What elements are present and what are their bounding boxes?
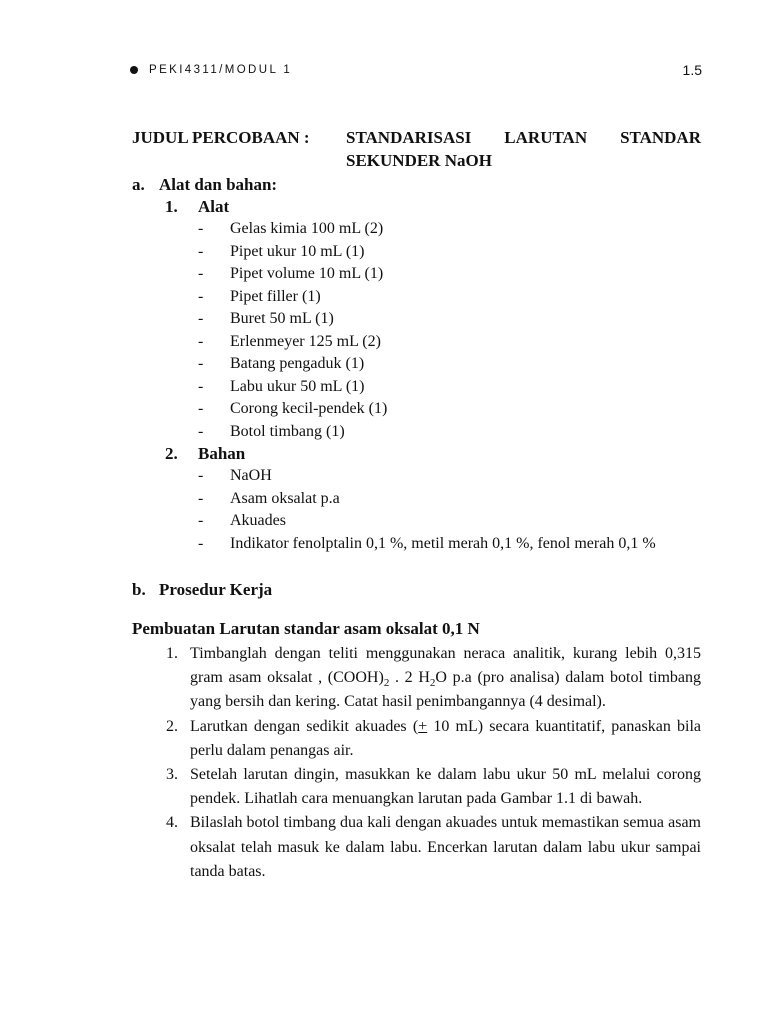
section-a-heading (132, 173, 701, 196)
list-item (132, 398, 701, 421)
step-text-part: O p.a (pro analisa) dalam botol timbang yang bersih dan kering. Catat hasil penimbangannya (4 desimal). (190, 669, 702, 711)
section-b-heading (132, 578, 701, 601)
dash-marker: - (198, 287, 204, 305)
running-head: PEKI4311/MODUL 1 (149, 64, 293, 76)
step-number-text: 1. (166, 645, 178, 662)
list-item (132, 533, 701, 556)
title-word: STANDARISASI (346, 128, 472, 147)
dash-marker: - (198, 534, 204, 552)
running-head-group (130, 64, 292, 76)
dash-marker: - (198, 332, 204, 350)
subscript: 2 (429, 677, 436, 690)
step-number-text: 4. (166, 814, 178, 832)
list-item (132, 465, 701, 488)
list-item-text: Pipet filler (1) (230, 287, 321, 305)
subscript: 2 (383, 677, 390, 690)
step-number (132, 715, 190, 763)
experiment-title (132, 126, 701, 172)
step-text-part: Larutkan dengan sedikit akuades ( (190, 717, 419, 735)
step-text-part: . 2 H (389, 669, 430, 687)
list-item (132, 331, 701, 354)
section-title: Prosedur Kerja (159, 580, 273, 599)
list-item (132, 488, 701, 511)
step-text (190, 642, 701, 715)
list-item (132, 286, 701, 309)
dash-marker: - (198, 242, 204, 260)
list-item-text: Buret 50 mL (1) (230, 310, 334, 327)
title-label: JUDUL PERCOBAAN : (132, 128, 310, 147)
plus-minus-symbol: + (418, 717, 428, 735)
dash-marker: - (198, 355, 204, 372)
alat-heading (132, 196, 701, 218)
subsection-title: Bahan (198, 444, 246, 463)
title-line-2: SEKUNDER NaOH (346, 151, 492, 170)
list-item-text: Asam oksalat p.a (230, 489, 340, 507)
list-item-text: Corong kecil-pendek (1) (230, 400, 388, 417)
step-number (132, 811, 190, 884)
procedure-step (132, 811, 701, 884)
dash-marker: - (198, 377, 204, 395)
procedure-heading: Pembuatan Larutan standar asam oksalat 0,1 N (132, 619, 480, 638)
bullet-icon (130, 66, 138, 74)
procedure-steps (132, 642, 701, 884)
dash-marker: - (198, 422, 204, 440)
dash-marker: - (198, 400, 204, 417)
title-word: LARUTAN (504, 128, 588, 147)
list-item (132, 218, 701, 241)
bahan-heading (132, 443, 701, 465)
title-line-1 (346, 126, 701, 149)
list-item-text: NaOH (230, 467, 272, 484)
list-item (132, 241, 701, 264)
section-title: Alat dan bahan: (159, 175, 278, 194)
list-item (132, 421, 701, 444)
page-number: 1.5 (682, 62, 702, 78)
title-text (346, 126, 701, 172)
page-header (130, 62, 702, 78)
list-item-text: Labu ukur 50 mL (1) (230, 377, 365, 395)
step-number-text: 2. (166, 717, 178, 735)
list-item-text: Indikator fenolptalin 0,1 %, metil merah 0,1 %, fenol merah 0,1 % (230, 534, 656, 552)
section-letter: a. (132, 175, 145, 194)
list-item-text: Batang pengaduk (1) (230, 355, 365, 372)
step-text (190, 715, 701, 763)
step-text-part: 10 mL) secara kuantitatif, panaskan bila perlu dalam penangas air. (190, 717, 701, 759)
subsection-number: 1. (165, 197, 178, 216)
subsection-title: Alat (198, 197, 230, 216)
procedure-step (132, 763, 701, 811)
list-item (132, 353, 701, 376)
list-item-text: Pipet ukur 10 mL (1) (230, 242, 365, 260)
list-item-text: Gelas kimia 100 mL (2) (230, 220, 384, 237)
step-text-part: Timbanglah dengan teliti menggunakan neraca analitik, kurang lebih 0,315 gram asam oksalat , (COOH) (190, 645, 701, 687)
list-item-text: Erlenmeyer 125 mL (2) (230, 332, 381, 350)
section-letter: b. (132, 580, 146, 599)
dash-marker: - (198, 265, 204, 282)
page-content (132, 126, 701, 884)
dash-marker: - (198, 512, 204, 529)
list-item-text: Pipet volume 10 mL (1) (230, 265, 384, 282)
list-item (132, 308, 701, 331)
alat-list (132, 218, 701, 443)
dash-marker: - (198, 489, 204, 507)
dash-marker: - (198, 310, 204, 327)
step-number (132, 763, 190, 811)
subsection-number: 2. (165, 444, 178, 463)
dash-marker: - (198, 220, 204, 237)
bahan-list (132, 465, 701, 555)
step-number-text: 3. (166, 766, 178, 784)
procedure-step (132, 642, 701, 715)
list-item (132, 263, 701, 286)
step-text: Setelah larutan dingin, masukkan ke dalam labu ukur 50 mL melalui corong pendek. Lihatlah cara menuangkan larutan pada Gambar 1.1 di bawah. (190, 766, 701, 808)
step-text: Bilaslah botol timbang dua kali dengan akuades untuk memastikan semua asam oksalat telah masuk ke dalam labu. Encerkan larutan dalam labu ukur sampai tanda batas. (190, 814, 701, 880)
step-number (132, 642, 190, 715)
list-item-text: Akuades (230, 512, 286, 529)
list-item (132, 376, 701, 399)
dash-marker: - (198, 467, 204, 484)
list-item (132, 510, 701, 533)
procedure-step (132, 715, 701, 763)
list-item-text: Botol timbang (1) (230, 422, 345, 440)
title-word: STANDAR (620, 128, 701, 147)
